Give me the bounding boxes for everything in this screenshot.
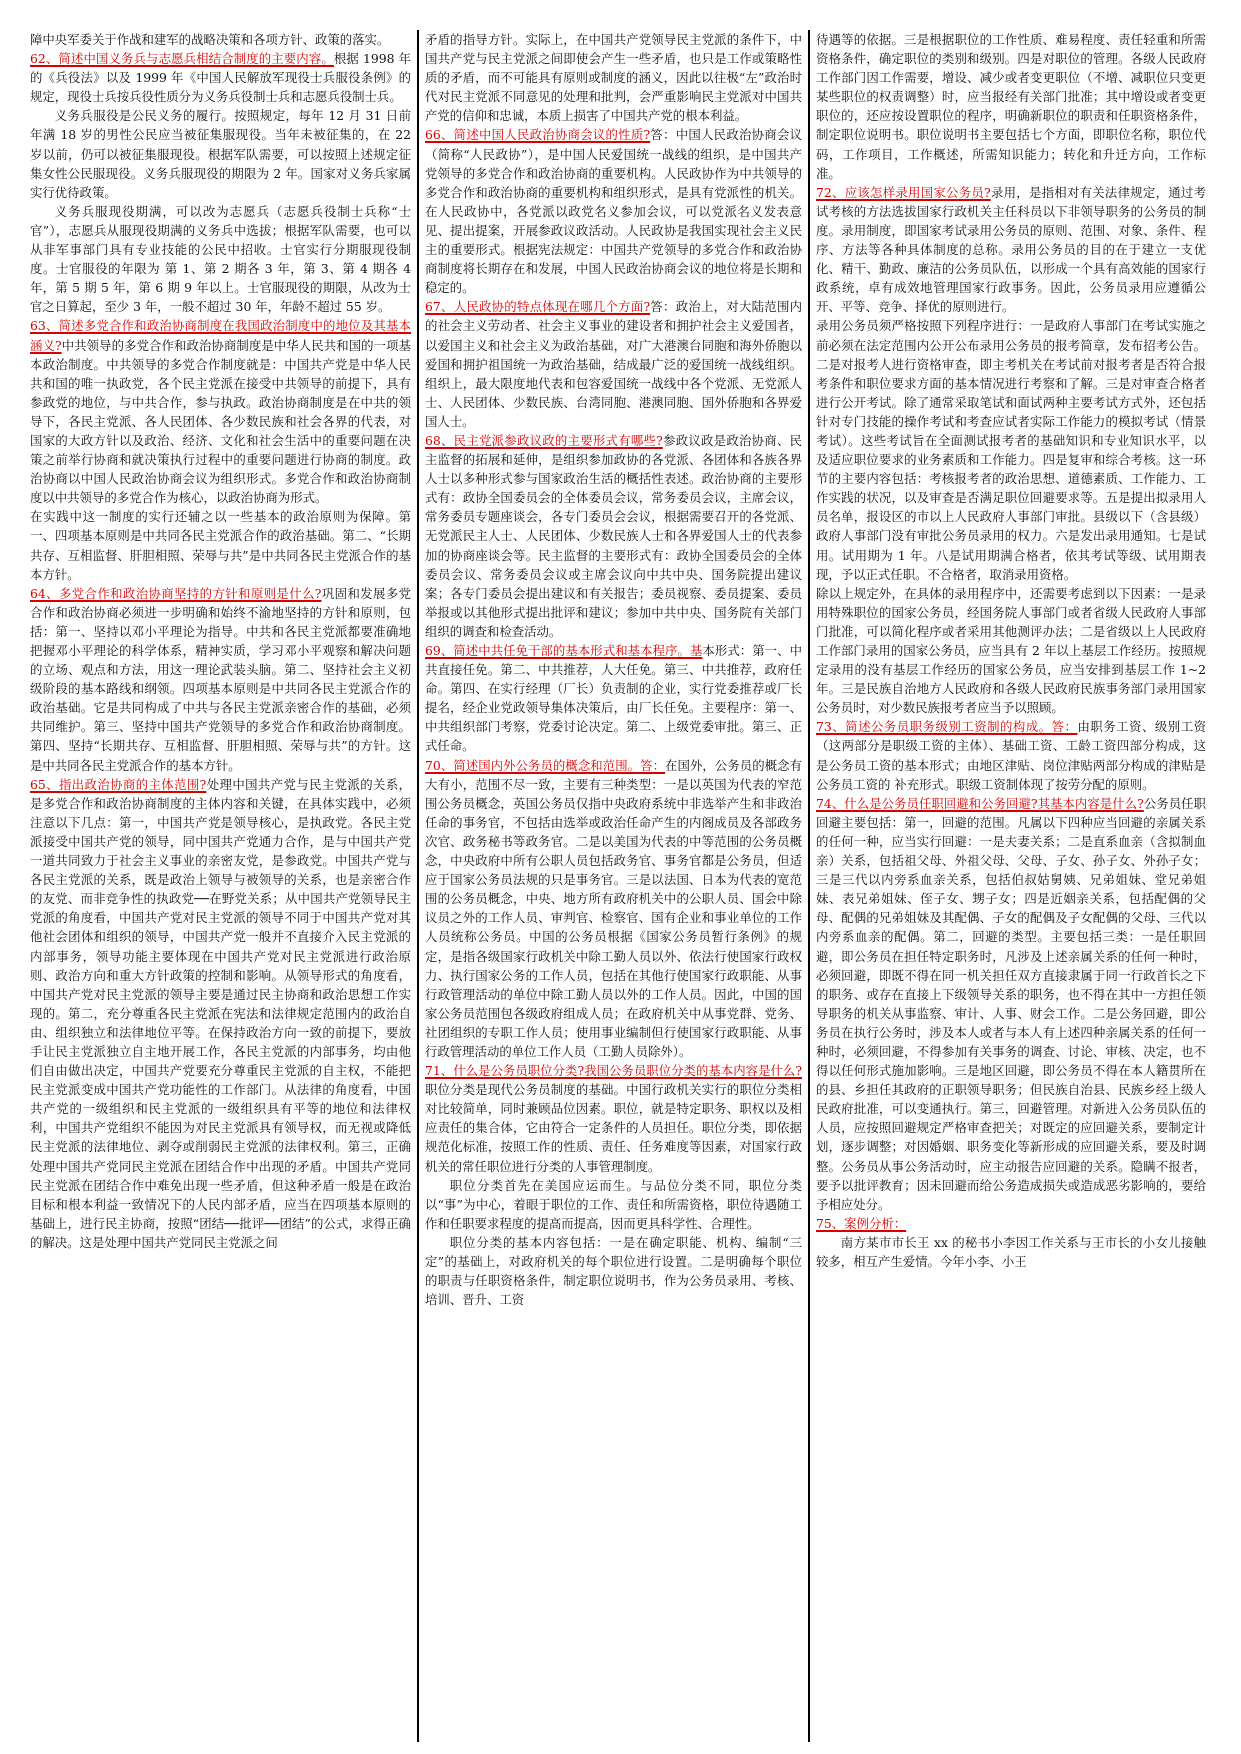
question-paragraph [30,49,411,106]
text-paragraph [816,584,1206,718]
question-paragraph [30,316,411,507]
body-text: 答：中国人民政治协商会议（简称“人民政协”），是中国人民爱国统一战线的组织，是中国共产党领导的多党合作和政治协商的重要机构。人民政协作为中共领导的多党合作和政治协商的重要机构和组织形式，是具有党派性的机关。在人民政协中，各党派以政党名义参加会议，可以党派名义发表意见、提出提案，开展参政议政活动。人民政协是我国实现社会主义民主的重要形式。根据宪法规定：中国共产党领导的多党合作和政治协商制度将长期存在和发展，中国人民政治协商会议的地位将是长期和稳定的。 [425,127,802,296]
body-text: 职位分类首先在美国应运而生。与品位分类不同，职位分类以“事”为中心，着眼于职位的工作、责任和所需资格，职位待遇随工作和任职要求程度的提高而提高，因而更具科学性、合理性。 [425,1177,802,1231]
question-heading: 69、简述中共任免干部的基本形式和基本程序。基 [425,643,703,658]
question-paragraph [425,1061,802,1176]
question-paragraph [425,125,802,297]
question-paragraph [816,794,1206,1214]
question-paragraph [425,297,802,431]
question-paragraph [425,641,802,756]
text-paragraph [425,30,802,125]
question-heading: 71、什么是公务员职位分类?我国公务员职位分类的基本内容是什么? [425,1063,802,1079]
question-heading: 68、民主党派参政议政的主要形式有哪些? [425,432,663,448]
question-paragraph [816,183,1206,317]
question-paragraph [816,1214,1206,1233]
body-text: 南方某市市长王 xx 的秘书小李因工作关系与王市长的小女儿接触较多，相互产生爱情。今年小李、小王 [816,1234,1206,1269]
question-paragraph [816,717,1206,793]
question-heading: 62、简述中国义务兵与志愿兵相结合制度的主要内容。 [30,51,334,67]
text-paragraph [425,1176,802,1233]
text-paragraph [30,30,411,49]
text-paragraph [816,30,1206,183]
column-left [30,30,417,1742]
question-paragraph [30,775,411,1252]
question-heading: 67、人民政协的特点体现在哪几个方面? [425,299,651,315]
body-text: 本形式：第一、中共直接任免。第二、中共推荐，人大任免。第三、中共推荐，政府任命。第四、在实行经理（厂长）负责制的企业，实行党委推荐或厂长提名，经企业党政领导集体决策后，由厂长任免。主要程序：第一、中共组织部门考察，党委讨论决定。第二、上级党委审批。第三、正式任命。 [425,643,802,754]
body-text: 处理中国共产党与民主党派的关系，是多党合作和政治协商制度的主体内容和关键，在具体实践中，必须注意以下几点：第一，中国共产党是领导核心，是执政党。各民主党派接受中国共产党的领导，同中国共产党通力合作，是与中国共产党一道共同致力于社会主义事业的亲密友党，是参政党。中国共产党与各民主党派的关系，既是政治上领导与被领导的关系，也是亲密合作的友党、而非竞争性的执政党──在野党关系；从中国共产党领导民主党派的角度看，中国共产党对民主党派的领导不同于中国共产党对其他社会团体和组织的领导，中国共产党一般并不直接介入民主党派的内部事务，领导功能主要体现在中国共产党对民主党派进行政治原则、政治方向和重大方针政策的控制和影响。从领导形式的角度看，中国共产党对民主党派的领导主要是通过民主协商和政治思想工作实现的。第二，充分尊重各民主党派在宪法和法律规定范围内的政治自由、组织独立和法律地位平等。在保持政治方向一致的前提下，要放手让民主党派独立自主地开展工作，各民主党派的内部事务，均由他们自由做出决定，中国共产党要充分尊重民主党派的自主权，不能把民主党派变成中国共产党功能性的工作部门。从法律的角度看，中国共产党的一级组织和民主党派的一级组织具有平等的地位和法律权利，中国共产党组织不能因为对民主党派具有领导权，而无视或降低民主党派的法律地位、剥夺或削弱民主党派的法律权利。第三，正确处理中国共产党同民主党派在团结合作中出现的矛盾。中国共产党同民主党派在团结合作中难免出现一些矛盾，但这种矛盾一般是在政治目标和根本利益一致情况下的人民内部矛盾，应当在四项基本原则的基础上，进行民主协商，按照“团结──批评──团结”的公式，求得正确的解决。这是处理中国共产党同民主党派之间 [30,776,412,1250]
text-paragraph [425,1233,802,1309]
body-text: 待遇等的依据。三是根据职位的工作性质、难易程度、责任轻重和所需资格条件，确定职位的类别和级别。四是对职位的管理。各级人民政府工作部门因工作需要，增设、减少或者变更职位（不增、减职位只变更某些职位的权责调整）时，应当报经有关部门批准；其中增设或者变更职位的，还应按设置职位的程序，明确新职位的职责和任职资格条件，制定职位说明书。职位说明书主要包括七个方面，即职位名称，职位代码，工作项目，工作概述，所需知识能力；转化和升迁方向，工作标准。 [816,32,1206,181]
body-text: 根据 1998 年的《兵役法》以及 1999 年《中国人民解放军现役士兵服役条例》的规定，现役士兵按兵役性质分为义务兵役制士兵和志愿兵役制士兵。 [30,51,411,105]
body-text: 录用公务员须严格按照下列程序进行：一是政府人事部门在考试实施之前必须在法定范围内公开公布录用公务员的报考简章，发布招考公告。二是对报考人进行资格审查，即主考机关在考试前对报考者是否符合报考条件和职位要求方面的基本情况进行考察和了解。三是对审查合格者进行公开考试。除了通常采取笔试和面试两种主要考试方式外，还包括针对专门技能的操作考试和考查应试者实际工作能力的模拟考试（情景考试）。这些考试旨在全面测试报考者的基础知识和专业知识水平，以及适应职位要求的业务素质和工作能力。四是复审和综合考核。这一环节的主要内容包括：考核报考者的政治思想、道德素质、工作能力、工作实践的状况，以及审查是否满足职位回避要求等。五是提出拟录用人员名单，报设区的市以上人民政府人事部门审批。县级以下（含县级）政府人事部门没有审批公务员录用的权力。六是发出录用通知。七是试用。试用期为 1 年。八是试用期满合格者，依其考试等级、试用期表现，予以正式任职。不合格者，取消录用资格。 [816,318,1206,582]
body-text: 录用，是指相对有关法律规定，通过考试考核的方法选拔国家行政机关主任科员以下非领导职务的公务员的制度。录用制度，即国家考试录用公务员的原则、范围、对象、条件、程序、方法等各种具体制度的总称。录用公务员的目的在于建立一支优化、精干、勤政、廉洁的公务员队伍，以形成一个具有高效能的国家行政系统，卓有成效地管理国家行政事务。因此，公务员录用应遵循公开、平等、竞争、择优的原则进行。 [816,184,1206,315]
question-paragraph [425,756,802,1062]
question-heading: 74、什么是公务员任职回避和公务回避?其基本内容是什么? [816,795,1144,811]
body-text: 矛盾的指导方针。实际上，在中国共产党领导民主党派的条件下，中国共产党与民主党派之间即使会产生一些矛盾，也只是工作或策略性质的矛盾，而不可能具有原则或制度的涵义，因此以往极“左”政治时代对民主党派不同意见的处理和批判，会严重影响民主党派对中国共产党的信仰和忠诚，本质上损害了中国共产党的根本利益。 [425,32,802,124]
question-heading: 70、简述国内外公务员的概念和范围。答： [425,757,666,773]
body-text: 公务员任职回避主要包括：第一，回避的范围。凡属以下四种应当回避的亲属关系的任何一种，应当实行回避：一是夫妻关系；二是直系血亲（含拟制血亲）关系，包括祖父母、外祖父母、父母、子女、孙子女、外孙子女；三是三代以内旁系血亲关系，包括伯叔姑舅姨、兄弟姐妹、堂兄弟姐妹、表兄弟姐妹、侄子女、甥子女；四是近姻亲关系，包括配偶的父母、配偶的兄弟姐妹及其配偶、子女的配偶及子女配偶的父母、三代以内旁系血亲的配偶。第二，回避的类型。主要包括三类：一是任职回避，即公务员在担任特定职务时，凡涉及上述亲属关系的任何一种时，必须回避，即既不得在同一机关担任双方直接隶属于同一行政首长之下的职务、或存在直接上下级领导关系的职务，也不得在其中一方担任领导职务的机关从事监察、审计、人事、财会工作。二是公务回避，即公务员在执行公务时，涉及本人或者与本人有上述四种亲属关系的任何一种时，必须回避，不得参加有关事务的调查、讨论、审核、决定，也不得以任何形式施加影响。三是地区回避，即公务员不得在本人籍贯所在的县、乡担任其政府的正职领导职务；但民族自治县、民族乡经上级人民政府批准，可以变通执行。第三，回避管理。对新进入公务员队伍的人员，应按照回避规定严格审查把关；对既定的应回避关系，要制定计划，逐步调整；对因婚姻、职务变化等新形成的应回避关系，要及时调整。公务员从事公务活动时，应主动报告应回避的关系。隐瞒不报者，要予以批评教育；因未回避而给公务造成损失或造成恶劣影响的，要给予相应处分。 [816,795,1206,1212]
body-text: 障中央军委关于作战和建军的战略决策和各项方针、政策的落实。 [30,32,390,47]
page [30,30,1210,1742]
body-text: 巩固和发展多党合作和政治协商必须进一步明确和始终不渝地坚持的方针和原则，包括：第一、坚持以邓小平理论为指导。中共和各民主党派都要准确地把握邓小平理论的科学体系，精神实质，学习邓小平观察和解决问题的立场、观点和方法，用这一理论武装头脑。第二、坚持社会主义初级阶段的基本路线和纲领。四项基本原则是中共同各民主党派合作的政治基础。它是共同构成了中共与各民主党派亲密合作的基础，必须共同维护。第三、坚持中国共产党领导的多党合作和政治协商制度。第四、坚持“长期共存、互相监督、肝胆相照、荣辱与共”的方针。这是中共同各民主党派合作的基本方针。 [30,585,411,773]
text-paragraph [30,507,411,583]
body-text: 义务兵服役是公民义务的履行。按照规定，每年 12 月 31 日前年满 18 岁的男性公民应当被征集服现役。当年未被征集的，在 22 岁以前，仍可以被征集服现役。根据军队需要，可以按照上述规定征集女性公民服现役。义务兵服现役的期限为 2 年。国家对义务兵家属实行优待政策。 [30,108,411,200]
body-text: 除以上规定外，在具体的录用程序中，还需要考虑到以下因素：一是录用特殊职位的国家公务员，经国务院人事部门或者省级人民政府人事部门批准，可以简化程序或者采用其他测评办法；二是省级以上人民政府工作部门录用的国家公务员，应当具有 2 年以上基层工作经历。按照规定录用的没有基层工作经历的国家公务员，应当安排到基层工作 1~2 年。三是民族自治地方人民政府和各级人民政府民族事务部门录用国家公务员时，对少数民族报考者应当予以照顾。 [816,585,1206,716]
text-paragraph [30,106,411,201]
question-heading: 64、多党合作和政治协商坚持的方针和原则是什么? [30,585,322,601]
column-middle [417,30,810,1742]
question-paragraph [425,431,802,641]
body-text: 在国外，公务员的概念有大有小，范围不尽一致，主要有三种类型：一是以英国为代表的窄范围公务员概念，英国公务员仅指中央政府系统中非选举产生和非政治任命的事务官，不包括由选举或政治任命产生的内阁成员及各部政务次官、政务秘书等政务官。二是以美国为代表的中等范围的公务员概念，中央政府中所有公职人员包括政务官、事务官都是公务员，但适应于国家公务员法规的只是事务官。三是以法国、日本为代表的宽范围的公务员概念，中央、地方所有政府机关中的公职人员、国会中除议员之外的工作人员、审判官、检察官、国有企业和事业单位的工作人员统称公务员。中国的公务员根据《国家公务员暂行条例》的规定，是指各级国家行政机关中除工勤人员以外、依法行使国家行政权力、执行国家公务的工作人员，包括在其他行使国家行政职能、从事行政管理活动的单位中除工勤人员以外的工作人员。因此，中国的国家公务员范围包各级政府组成人员；在政府机关中从事党群、党务、社团组织的专职工作人员；使用事业编制但行使国家行政职能、从事行政管理活动的单位工作人员（工勤人员除外）。 [425,757,802,1059]
text-paragraph [816,316,1206,583]
body-text: 答：政治上，对大陆范围内的社会主义劳动者、社会主义事业的建设者和拥护社会主义爱国者，以爱国主义和社会主义为政治基础，对广大港澳台同胞和海外侨胞以爱国和拥护祖国统一为政治基础，结成最广泛的爱国统一战线组织。组织上，最大限度地代表和包容爱国统一战线中各个党派、无党派人士、人民团体、少数民族、台湾同胞、港澳同胞、国外侨胞和各界爱国人士。 [425,299,802,429]
text-paragraph [816,1233,1206,1271]
body-text: 由职务工资、级别工资（这两部分是职级工资的主体）、基础工资、工龄工资四部分构成，这是公务员工资的基本形式；由地区津贴、岗位津贴两部分构成的津贴是公务员工资的 补充形式。职级工资制体现了按劳分配的原则。 [816,719,1206,792]
question-heading: 66、简述中国人民政治协商会议的性质? [425,127,651,143]
question-heading: 65、指出政治协商的主体范围? [30,776,207,792]
body-text: 职位分类的基本内容包括：一是在确定职能、机构、编制“三定”的基础上，对政府机关的每个职位进行设置。二是明确每个职位的职责与任职资格条件，制定职位说明书，作为公务员录用、考核、培训、晋升、工资 [425,1234,802,1308]
text-paragraph [30,202,411,317]
body-text: 职位分类是现代公务员制度的基础。中国行政机关实行的职位分类相对比较简单，同时兼顾品位因素。职位，就是特定职务、职权以及相应责任的集合体，它由符合一定条件的人员担任。职位分类，即依据规范化标准，按照工作的性质、责任、任务难度等因素，对国家行政机关的常任职位进行分类的人事管理制度。 [425,1082,802,1174]
question-heading: 73、简述公务员职务级别工资制的构成。答： [816,719,1078,735]
body-text: 义务兵服现役期满，可以改为志愿兵（志愿兵役制士兵称“士官”），志愿兵从服现役期满的义务兵中选拔；根据军队需要，也可以从非军事部门具有专业技能的公民中招收。士官实行分期服现役制度。士官服役的年限为 第 1、第 2 期各 3 年，第 3、第 4 期各 4 年，第 5 期 5 年，第 6 期 9 年以上。士官服现役的期限，从改为士官之日算起，至少 3 年，一般不超过 30 年，年龄不超过 55 岁。 [30,203,411,315]
body-text: 中共领导的多党合作和政治协商制度是中华人民共和国的一项基本政治制度。中共领导的多党合作制度就是：中国共产党是中华人民共和国的唯一执政党，各个民主党派在接受中共领导的前提下，具有参政党的地位，与中共合作，参与执政。政治协商制度是在中共的领导下，各民主党派、各人民团体、各少数民族和社会各界的代表，对国家的大政方针以及政治、经济、文化和社会生活中的重要问题在决策之前举行协商和就决策执行过程中的重要问题进行协商的制度。政治协商以中国人民政治协商会议为组织形式。多党合作和政治协商制度以中共领导的多党合作为核心，以政治协商为形式。 [30,337,411,506]
column-right [810,30,1206,1742]
question-heading: 75、案例分析： [816,1215,907,1231]
question-heading: 63、简述多党合作和政治协商制度在我国政治制度中的地位及其基本涵义? [30,318,411,353]
question-heading: 72、应该怎样录用国家公务员? [816,184,991,200]
question-paragraph [30,584,411,775]
body-text: 在实践中这一制度的实行还辅之以一些基本的政治原则为保障。第一、四项基本原则是中共同各民主党派合作的政治基础。第二、“长期共存、互相监督、肝胆相照、荣辱与共”是中共同各民主党派合作的基本方针。 [30,509,411,582]
body-text: 参政议政是政治协商、民主监督的拓展和延伸，是组织参加政协的各党派、各团体和各族各界人士以多种形式参与国家政治生活的概括性表述。政治协商的主要形式有：政协全国委员会的全体委员会议，常务委员会议，主席会议，常务委员专题座谈会，各专门委员会会议，根据需要召开的各党派、无党派民主人士、人民团体、少数民族人士和各界爱国人士的代表参加的协商座谈会等。民主监督的主要形式有：政协全国委员会的全体委员会议、常务委员会议或主席会议向中共中央、国务院提出建议案；各专门委员会提出建议和有关报告；委员视察、委员提案、委员举报或以其他形式提出批评和建议；参加中共中央、国务院有关部门组织的调查和检查活动。 [425,432,802,639]
